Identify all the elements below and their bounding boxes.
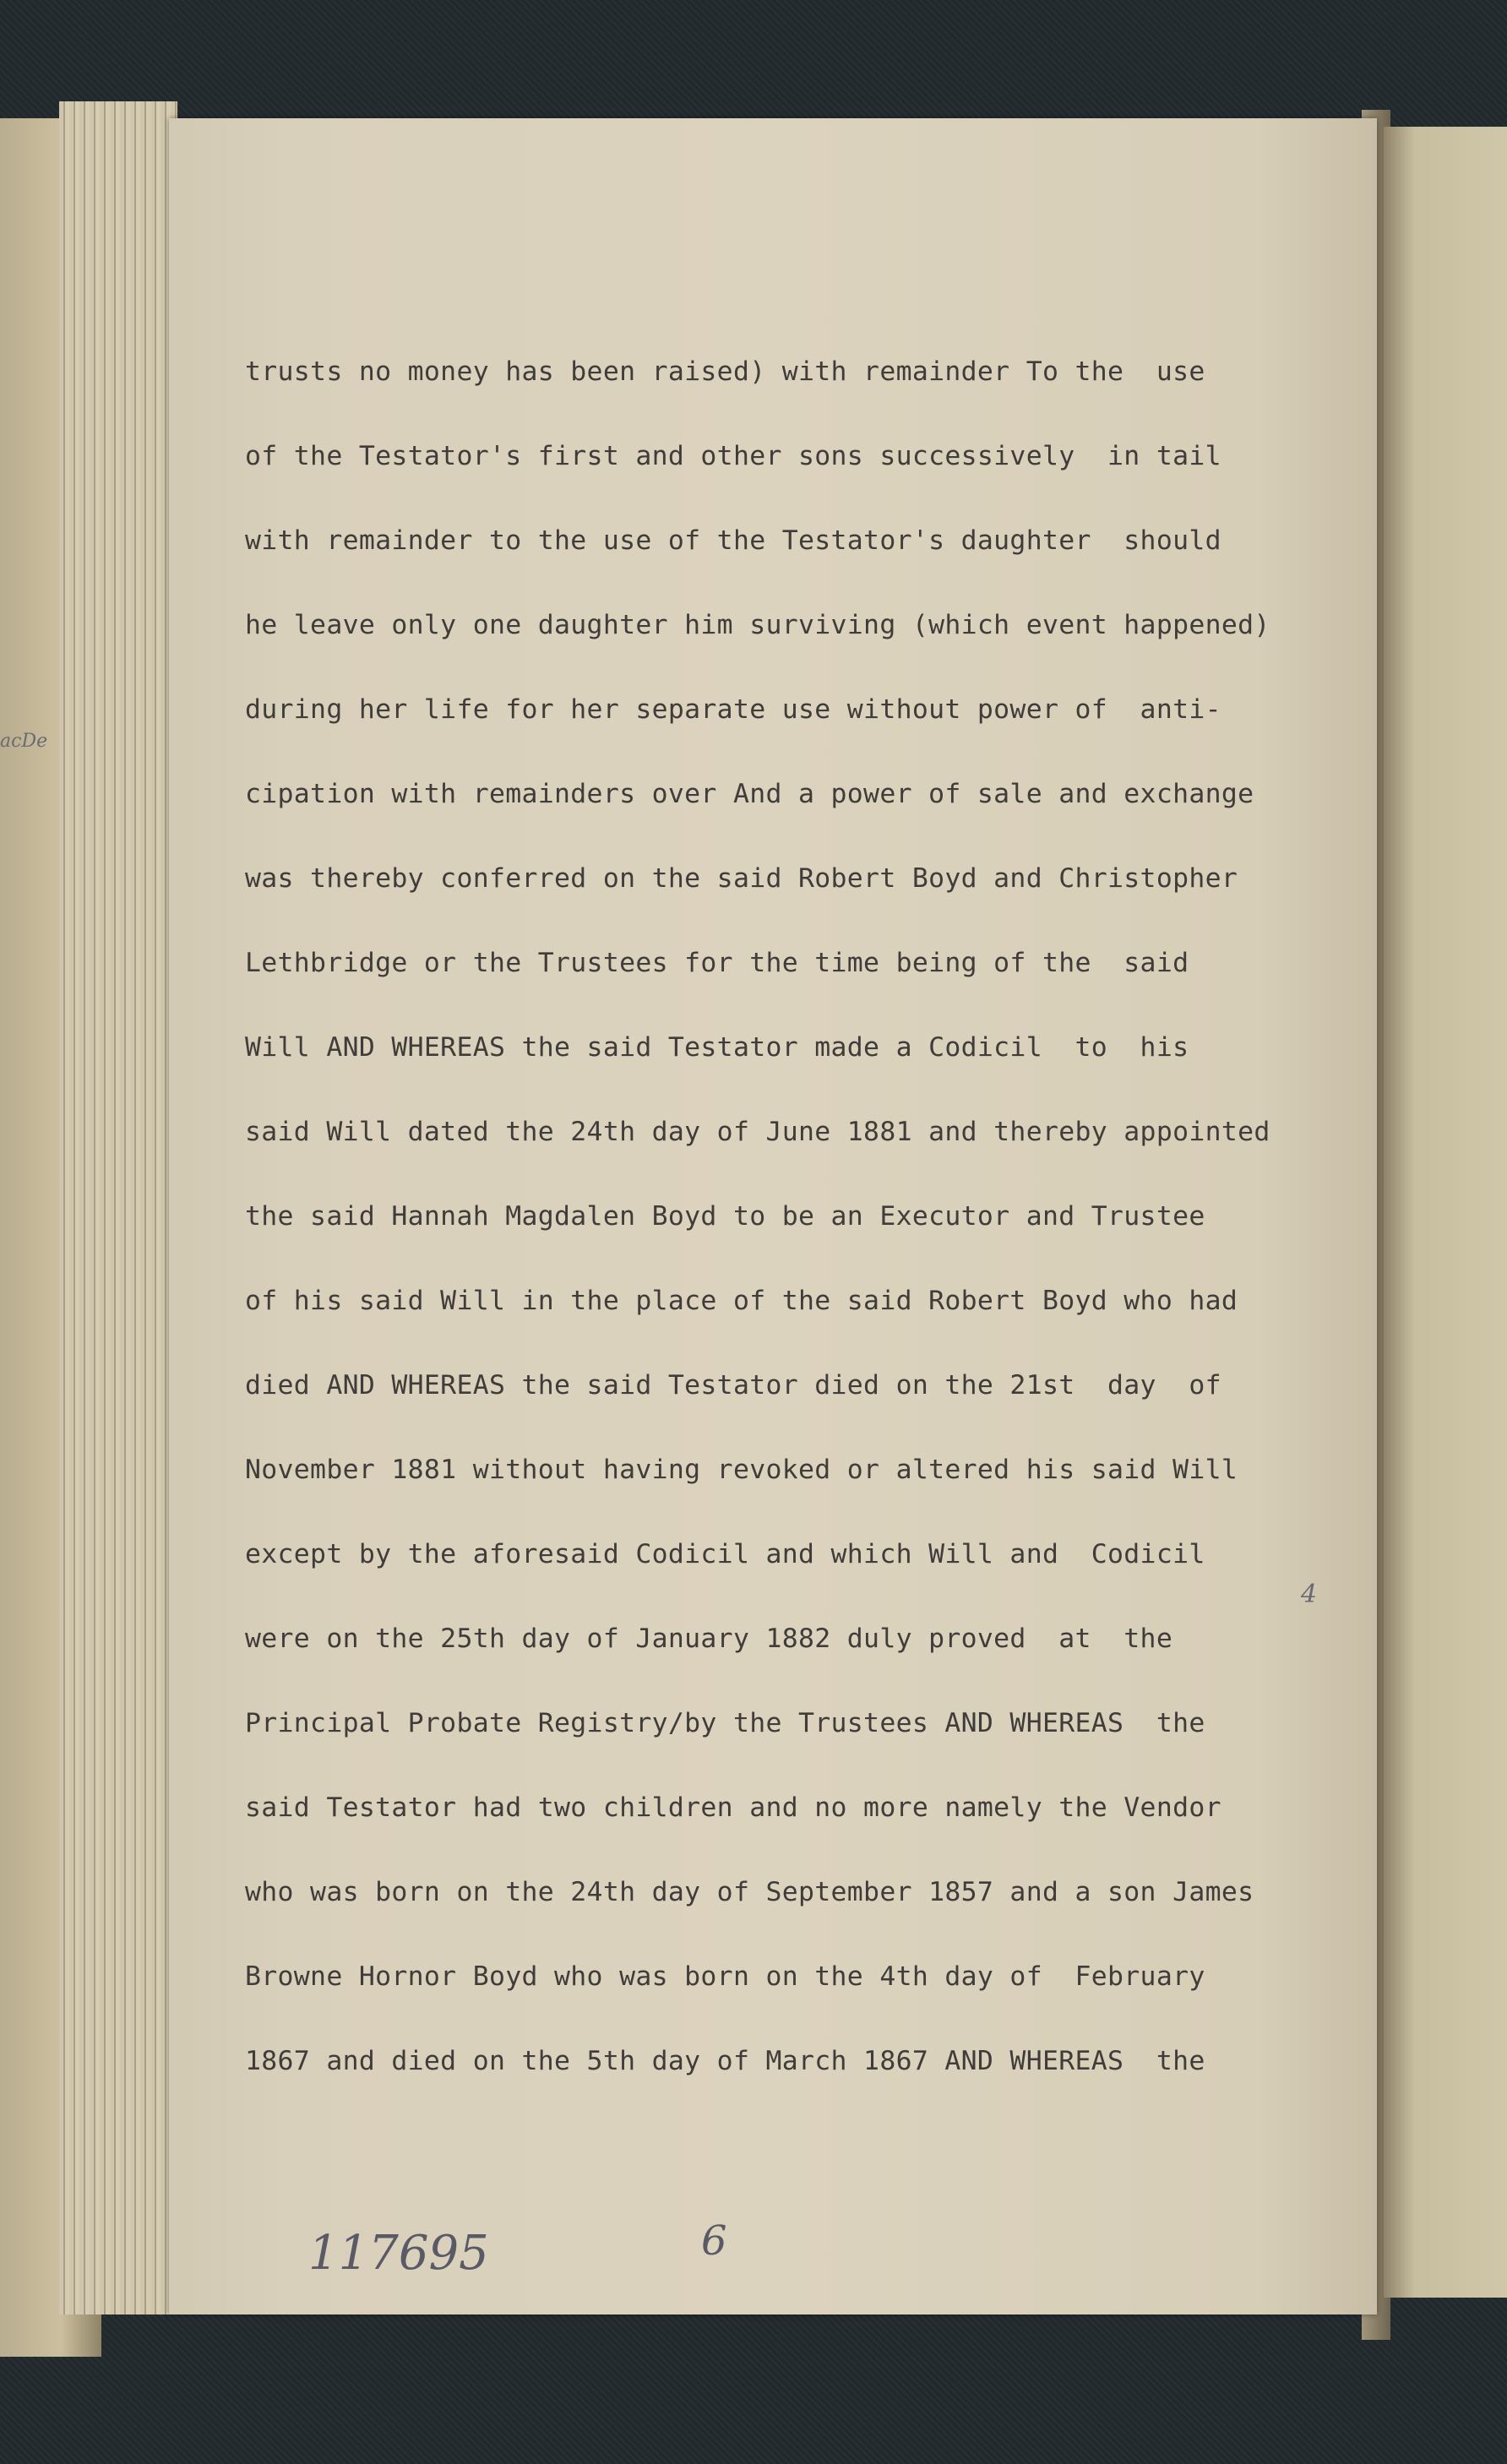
stacked-page-edges — [59, 101, 177, 2314]
text-line: of the Testator's first and other sons successively in tail — [245, 441, 1221, 471]
text-line: were on the 25th day of January 1882 duly proved at the — [245, 1624, 1173, 1654]
handwritten-page-number: 6 — [701, 2217, 727, 2265]
text-line: except by the aforesaid Codicil and which Will and Codicil — [245, 1539, 1205, 1569]
text-line: he leave only one daughter him surviving (which event happened) — [245, 610, 1270, 640]
typed-text-block — [245, 346, 1276, 2120]
text-line: of his said Will in the place of the said Robert Boyd who had — [245, 1286, 1238, 1316]
text-line: during her life for her separate use without power of anti- — [245, 694, 1221, 725]
text-line: November 1881 without having revoked or altered his said Will — [245, 1455, 1238, 1485]
text-line: died AND WHEREAS the said Testator died on the 21st day of — [245, 1370, 1221, 1401]
margin-mark: 4 — [1301, 1580, 1318, 1609]
right-page-edge — [1384, 127, 1507, 2298]
text-line: trusts no money has been raised) with remainder To the use — [245, 356, 1205, 387]
text-line: who was born on the 24th day of September 1857 and a son James — [245, 1877, 1254, 1907]
text-line: with remainder to the use of the Testator's daughter should — [245, 525, 1221, 556]
text-line: said Testator had two children and no more namely the Vendor — [245, 1792, 1221, 1823]
text-line: Will AND WHEREAS the said Testator made a Codicil to his — [245, 1032, 1189, 1063]
text-line: the said Hannah Magdalen Boyd to be an Executor and Trustee — [245, 1201, 1205, 1232]
text-line: cipation with remainders over And a power of sale and exchange — [245, 779, 1254, 809]
left-margin-annotation: acDe — [0, 731, 48, 752]
text-line: Principal Probate Registry/by the Trustees AND WHEREAS the — [245, 1708, 1205, 1738]
text-line: said Will dated the 24th day of June 1881 and thereby appointed — [245, 1117, 1270, 1147]
text-line: 1867 and died on the 5th day of March 1867 AND WHEREAS the — [245, 2046, 1205, 2076]
text-line: Browne Hornor Boyd who was born on the 4th day of February — [245, 1961, 1205, 1992]
text-line: Lethbridge or the Trustees for the time being of the said — [245, 948, 1189, 978]
handwritten-reference-number: 117695 — [308, 2226, 489, 2281]
text-line: was thereby conferred on the said Robert Boyd and Christopher — [245, 863, 1238, 894]
